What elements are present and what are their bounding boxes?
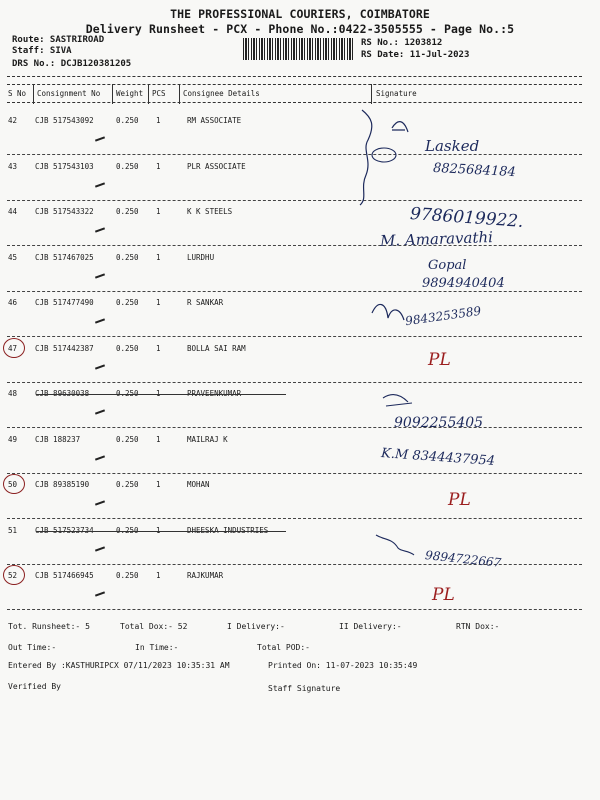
row-sno: 47 [8,343,18,353]
signature-scribble [392,122,408,132]
row-consignee: RM ASSOCIATE [187,116,242,125]
row-sno: 50 [8,480,18,489]
row-weight: 0.250 [116,389,139,398]
row-consignee: MAILRAJ K [187,434,228,444]
staff-signature: Staff Signature [268,684,341,693]
row-consignee: DHEESKA INDUSTRIES [187,525,269,535]
row-pcs: 1 [156,389,161,398]
col-signature: Signature [376,89,417,98]
row-consignment: CJB 188237 [35,434,81,444]
row-pcs: 1 [156,207,161,216]
row-weight: 0.250 [116,571,139,580]
col-consignment: Consignment No [37,89,101,98]
route-label: Route: SASTRIROAD [12,35,105,45]
row-pcs: 1 [156,571,161,580]
row-weight: 0.250 [116,434,139,444]
signature-scribble [383,395,412,406]
rs-number: RS No.: 1203812 [361,38,443,48]
handwritten-phone: 9894722667 [424,548,502,570]
col-weight: Weight [116,89,144,98]
entered-by: Entered By :KASTHURIPCX 07/11/2023 10:35:31 AM [8,661,230,670]
row-pcs: 1 [156,116,161,125]
red-ink-mark: PL [448,490,471,510]
row-sno: 45 [8,252,18,262]
row-consignee: R SANKAR [187,298,224,307]
row-consignment: CJB 517477490 [35,298,94,307]
row-weight: 0.250 [116,161,139,171]
red-ink-mark: PL [428,350,451,370]
row-sno: 51 [8,525,18,535]
runsheet-subtitle: Delivery Runsheet - PCX - Phone No.:0422-3505555 - Page No.:5 [85,22,515,36]
row-sno: 49 [8,434,18,444]
row-weight: 0.250 [116,480,139,489]
out-time: Out Time:- [8,643,57,652]
row-weight: 0.250 [116,252,139,262]
handwritten-phone: K.M 8344437954 [380,446,496,469]
row-sno: 48 [8,389,18,398]
total-pod: Total POD:- [257,643,310,652]
company-title: THE PROFESSIONAL COURIERS, COIMBATORE [170,7,430,21]
row-consignee: LURDHU [187,252,215,262]
col-pcs: PCS [152,89,166,98]
handwritten-phone: 9786019922. [409,204,525,232]
tot-runsheet: Tot. Runsheet:- 5 [8,622,90,631]
total-dox: Total Dox:- 52 [120,622,188,631]
handwritten-phone: 8825684184 [432,160,517,181]
row-pcs: 1 [156,252,161,262]
row-consignment: CJB 517543322 [35,207,94,216]
brace-mark [360,110,372,205]
handwritten-phone: 9092255405 [394,415,484,431]
row-pcs: 1 [156,343,161,353]
col-sno: S No [8,89,27,98]
verified-by: Verified By [8,682,61,691]
handwritten-name: M. Amaravathi [379,228,494,250]
row-consignment: CJB 517442387 [35,343,94,353]
handwritten-name: Gopal [428,258,467,273]
row-consignee: BOLLA SAI RAM [187,343,246,353]
row-consignment: CJB 517467025 [35,252,94,262]
row-sno: 44 [8,207,18,216]
row-weight: 0.250 [116,298,139,307]
row-sno: 52 [8,571,18,580]
rs-date: RS Date: 11-Jul-2023 [361,50,470,60]
drs-number: DRS No.: DCJB120381205 [12,59,132,69]
col-consignee: Consignee Details [183,89,260,98]
signature-scribble [376,535,414,555]
row-weight: 0.250 [116,525,139,535]
handwritten-name: Lasked [425,137,480,155]
row-consignment: CJB 89385190 [35,480,90,489]
row-consignment: CJB 517543103 [35,161,94,171]
circled-mark [372,148,396,162]
row-pcs: 1 [156,298,161,307]
row-sno: 46 [8,298,18,307]
row-consignment: CJB 517466945 [35,571,94,580]
row-consignee: PRAVEENKUMAR [187,389,242,398]
row-weight: 0.250 [116,116,139,125]
row-pcs: 1 [156,434,161,444]
row-sno: 43 [8,161,18,171]
signature-scribble [372,304,404,320]
row-consignment: CJB 517523734 [35,525,94,535]
row-weight: 0.250 [116,207,139,216]
in-time: In Time:- [135,643,179,652]
printed-on: Printed On: 11-07-2023 10:35:49 [268,661,418,670]
row-pcs: 1 [156,525,161,535]
row-consignment: CJB 517543092 [35,116,94,125]
ii-delivery: II Delivery:- [339,622,402,631]
row-consignment: CJB 89630038 [35,389,90,398]
handwritten-phone: 9894940404 [422,276,505,291]
row-pcs: 1 [156,161,161,171]
row-sno: 42 [8,116,18,125]
staff-label: Staff: SIVA [12,46,72,56]
row-weight: 0.250 [116,343,139,353]
i-delivery: I Delivery:- [227,622,285,631]
handwritten-phone: 9843253589 [404,303,482,329]
row-pcs: 1 [156,480,161,489]
row-consignee: K K STEELS [187,207,233,216]
rtn-dox: RTN Dox:- [456,622,500,631]
red-ink-mark: PL [432,585,455,605]
row-consignee: PLR ASSOCIATE [187,161,246,171]
row-consignee: RAJKUMAR [187,571,224,580]
row-consignee: MOHAN [187,480,210,489]
